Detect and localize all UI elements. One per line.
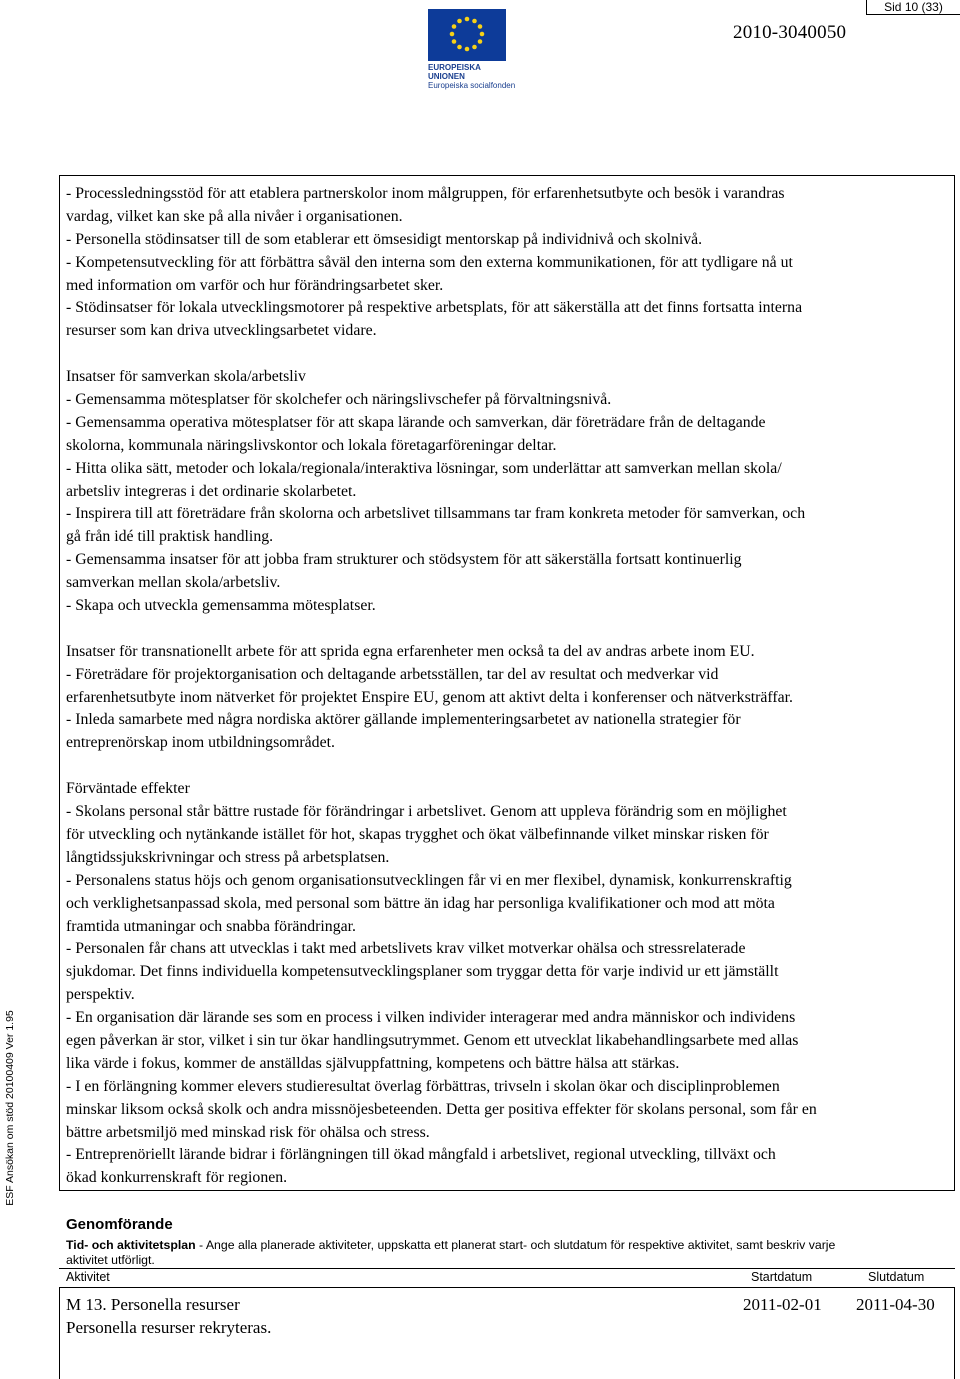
text-line: egen påverkan är stor, vilket i sin tur ökar handlingsutrymmet. Genom ett utvecklat likabehandlingsarbete med allas bbox=[66, 1031, 799, 1049]
text-line: Insatser för transnationellt arbete för att sprida egna erfarenheter men också ta del av andras arbete inom EU. bbox=[66, 642, 755, 660]
eu-caption-line2: Europeiska socialfonden bbox=[428, 81, 516, 90]
section-description-bold: Tid- och aktivitetsplan bbox=[66, 1238, 196, 1252]
column-header-activity: Aktivitet bbox=[66, 1270, 110, 1284]
section-description bbox=[66, 1238, 946, 1268]
activity-description: Personella resurser rekryteras. bbox=[66, 1318, 272, 1337]
text-line: framtida utmaningar och snabba förändringar. bbox=[66, 917, 356, 935]
eu-caption-line1: EUROPEISKA UNIONEN bbox=[428, 63, 481, 81]
text-line: skolorna, kommunala näringslivskontor och lokala företagarföreningar deltar. bbox=[66, 436, 557, 454]
text-line: arbetsliv integreras i det ordinarie skolarbetet. bbox=[66, 482, 357, 500]
section-description-line1: - Ange alla planerade aktiviteter, uppskatta ett planerat start- och slutdatum för respektive aktivitet, samt beskriv varje bbox=[195, 1238, 836, 1252]
text-line: lika värde i fokus, kommer de anställdas självuppfattning, kompetens och bättre hälsa att stärkas. bbox=[66, 1054, 680, 1072]
text-line: med information om varför och hur förändringsarbetet sker. bbox=[66, 276, 444, 294]
text-line: resurser som kan driva utvecklingsarbetet vidare. bbox=[66, 322, 377, 340]
text-line: Förväntade effekter bbox=[66, 780, 190, 798]
text-line bbox=[66, 343, 958, 366]
text-line: för utveckling och nytänkande istället för hot, skapas trygghet och ökat välbefinnande vilket minskar risken för bbox=[66, 825, 769, 843]
eu-stars-svg bbox=[428, 9, 506, 61]
text-line: och verklighetsanpassad skola, med personal som bättre än idag har personliga kvalifikationer och mod att möta bbox=[66, 894, 775, 912]
text-line: gå från idé till praktisk handling. bbox=[66, 528, 274, 546]
text-line bbox=[66, 755, 958, 778]
activity-end-date: 2011-04-30 bbox=[856, 1295, 935, 1314]
table-right-border bbox=[954, 1287, 955, 1379]
text-line: - Processledningsstöd för att etablera partnerskolor inom målgruppen, för erfarenhetsutbyte och besök i varandras bbox=[66, 185, 785, 202]
text-line: - Gemensamma operativa mötesplatser för att skapa lärande och samverkan, där företrädare från de deltagande bbox=[66, 413, 766, 431]
text-line: samverkan mellan skola/arbetsliv. bbox=[66, 574, 281, 592]
activity-title: M 13. Personella resurser bbox=[66, 1295, 240, 1314]
column-header-end: Slutdatum bbox=[868, 1270, 925, 1284]
text-line: - Hitta olika sätt, metoder och lokala/regionala/interaktiva lösningar, som underlättar att samverkan mellan skola/ bbox=[66, 459, 782, 477]
table-header-border bbox=[59, 1287, 955, 1288]
text-line: - I en förlängning kommer elevers studieresultat överlag förbättras, trivseln i skolan ökar och disciplinproblemen bbox=[66, 1077, 780, 1095]
column-header-start: Startdatum bbox=[751, 1270, 813, 1284]
section-title: Genomförande bbox=[66, 1216, 173, 1233]
text-line: perspektiv. bbox=[66, 986, 135, 1004]
text-line: bättre arbetsmiljö med minskad risk för ohälsa och stress. bbox=[66, 1123, 430, 1141]
text-line: - Personella stödinsatser till de som etablerar ett ömsesidigt mentorskap på individnivå och skolnivå. bbox=[66, 230, 703, 248]
text-line: - Skolans personal står bättre rustade för förändringar i arbetslivet. Genom att uppleva förändrig som en möjlighet bbox=[66, 803, 787, 821]
text-line: - Inspirera till att företrädare från skolorna och arbetslivet tillsammans tar fram konkreta metoder för samverkan, och bbox=[66, 505, 806, 523]
text-line: minskar liksom också skolk och andra missnöjesbeteenden. Detta ger positiva effekter för skolans personal, som får en bbox=[66, 1100, 817, 1118]
text-line: sjukdomar. Det finns individuella kompetensutvecklingsplaner som tryggar detta för varje individ ur ett jämställt bbox=[66, 963, 779, 981]
eu-logo-caption bbox=[428, 63, 518, 90]
activity-start-date: 2011-02-01 bbox=[743, 1295, 822, 1314]
text-line: - En organisation där lärande ses som en process i vilken individer interagerar med andra människor och individens bbox=[66, 1009, 796, 1027]
table-top-border bbox=[59, 1268, 955, 1269]
text-line: - Personalen får chans att utvecklas i takt med arbetslivets krav vilket motverkar ohälsa och stressrelaterade bbox=[66, 940, 746, 958]
text-line: - Kompetensutveckling för att förbättra såväl den interna som den externa kommunikationen, för att tydligare nå ut bbox=[66, 253, 793, 271]
text-line: entreprenörskap inom utbildningsområdet. bbox=[66, 734, 335, 752]
text-line: - Stödinsatser för lokala utvecklingsmotorer på respektive arbetsplats, för att säkerställa att det finns fortsatta interna bbox=[66, 299, 803, 317]
text-line: Insatser för samverkan skola/arbetsliv bbox=[66, 368, 306, 386]
text-line: - Skapa och utveckla gemensamma mötesplatser. bbox=[66, 597, 376, 615]
table-left-border bbox=[59, 1287, 60, 1379]
text-line: erfarenhetsutbyte inom nätverket för projektet Enspire EU, genom att aktivt delta i konferenser och nätverksträffar. bbox=[66, 688, 793, 706]
section-description-line2: aktivitet utförligt. bbox=[66, 1253, 155, 1267]
text-line: - Företrädare för projektorganisation och deltagande arbetsställen, tar del av resultat och medverkar vid bbox=[66, 665, 719, 683]
text-line: - Gemensamma mötesplatser för skolchefer och näringslivschefer på förvaltningsnivå. bbox=[66, 391, 612, 409]
page-number: Sid 10 (33) bbox=[884, 0, 943, 14]
body-text bbox=[66, 183, 958, 1190]
text-line: - Personalens status höjs och genom organisationsutvecklingen får vi en mer flexibel, dynamisk, konkurrenskraftig bbox=[66, 871, 792, 889]
text-line: - Inleda samarbete med några nordiska aktörer gällande implementeringsarbetet av nationella strategier för bbox=[66, 711, 741, 729]
text-line bbox=[66, 618, 958, 641]
text-line: vardag, vilket kan ske på alla nivåer i organisationen. bbox=[66, 207, 403, 225]
text-line: ökad konkurrenskraft för regionen. bbox=[66, 1169, 288, 1187]
text-line: långtidssjukskrivningar och stress på arbetsplatsen. bbox=[66, 848, 390, 866]
document-number: 2010-3040050 bbox=[733, 22, 847, 43]
text-line: - Entreprenöriellt lärande bidrar i förlängningen till ökad mångfald i arbetslivet, regional utveckling, tillväxt och bbox=[66, 1146, 776, 1164]
side-version-text: ESF Ansökan om stöd 20100409 Ver 1.95 bbox=[4, 1010, 16, 1206]
eu-flag-icon bbox=[428, 9, 506, 61]
page-number-box bbox=[866, 0, 960, 15]
text-line: - Gemensamma insatser för att jobba fram strukturer och stödsystem för att säkerställa fortsatt kontinuerlig bbox=[66, 551, 742, 569]
